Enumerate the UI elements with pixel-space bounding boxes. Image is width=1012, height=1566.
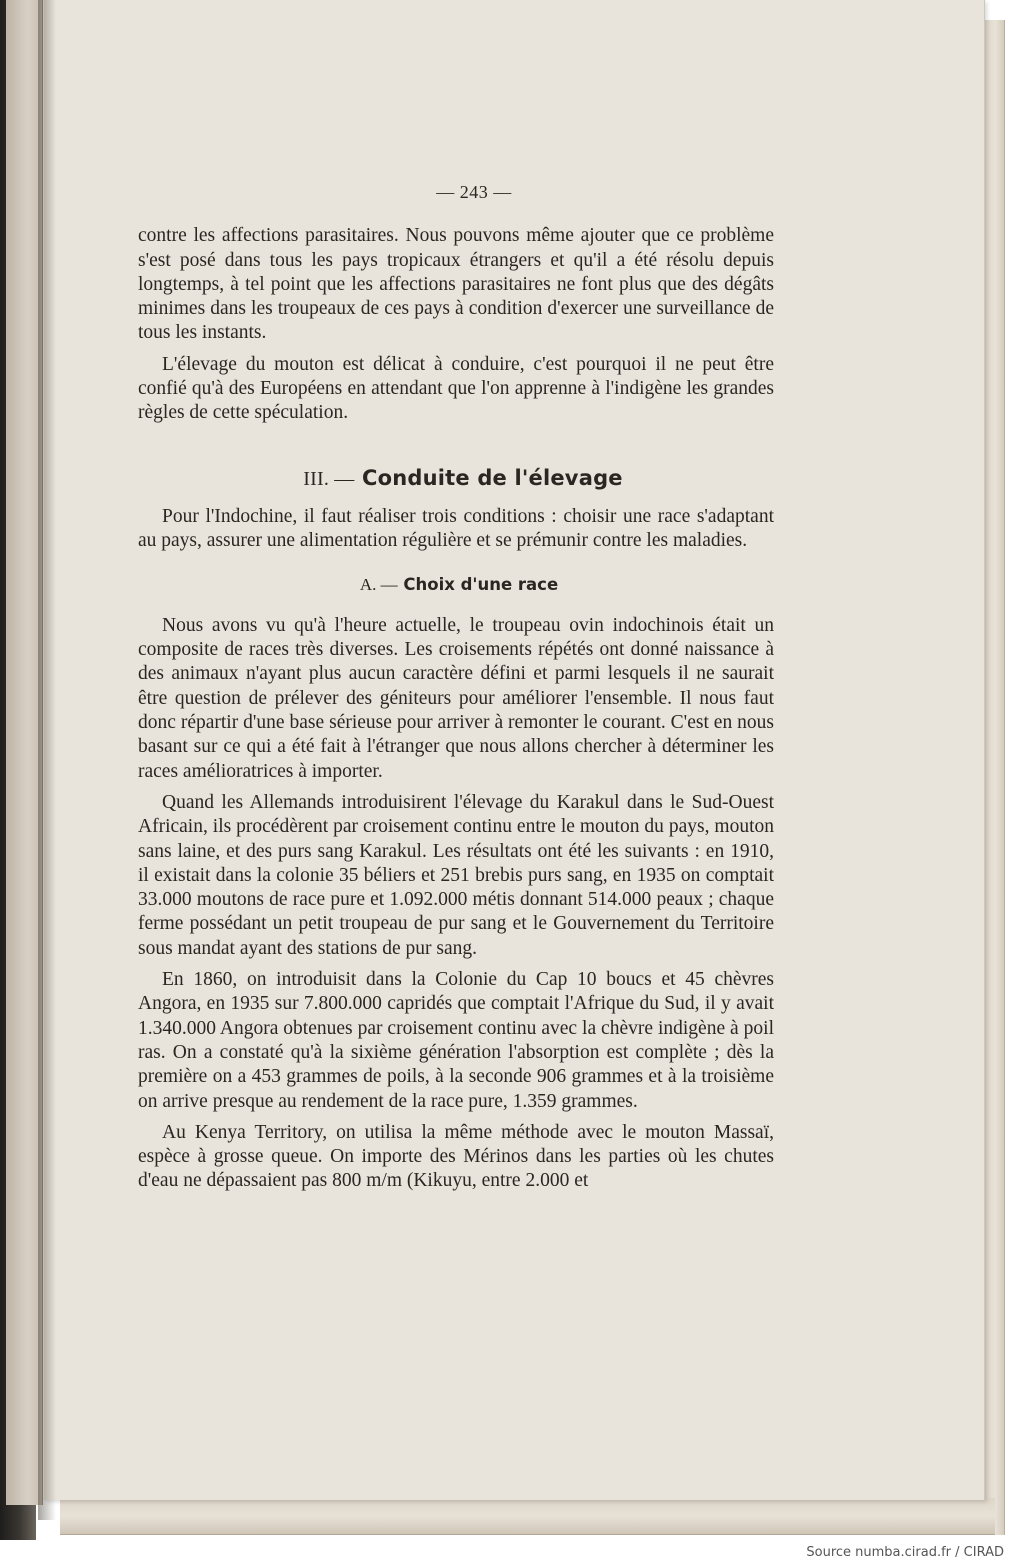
paragraph-karakul: Quand les Allemands introduisirent l'élevage du Karakul dans le Sud-Ouest Africain, ils procédèrent par croisement continu entre le mouton du pays, mouton sans laine, et des purs sang Karakul. Les résultats ont été les suivants : en 1910, il existait dans la colonie 35 béliers et 251 brebis purs sang, en 1935 on comptait 33.000 moutons de race pure et 1.092.000 métis donnant 514.000 peaux ; chaque ferme possédant un petit troupeau de pur sang et le Gouvernement du Territoire sous mandat ayant des stations de pur sang. — [138, 791, 774, 959]
source-credit: Source numba.cirad.fr / CIRAD — [806, 1545, 1004, 1560]
section-number: III. — — [303, 467, 355, 490]
paragraph-elevage: L'élevage du mouton est délicat à conduire, c'est pourquoi il ne peut être confié qu'à des Européens en attendant que l'on apprenne à l'indigène les grandes règles de cette spéculation. — [138, 353, 774, 424]
paragraph-kenya: Au Kenya Territory, on utilisa la même méthode avec le mouton Massaï, espèce à grosse queue. On importe des Mérinos dans les parties où les chutes d'eau ne dépassaient pas 800 m/m (Kikuyu, entre 2.000 et — [138, 1121, 774, 1192]
spine-shadow — [38, 0, 56, 1520]
paragraph-continuation: contre les affections parasitaires. Nous pouvons même ajouter que ce problème s'est posé dans tous les pays tropicaux étrangers et qu'il a été résolu depuis longtemps, à tel point que les affections parasitaires ne font plus que des dégâts minimes dans les troupeaux de ces pays à condition d'exercer une surveillance de tous les instants. — [138, 225, 774, 344]
subsection-number: A. — — [359, 574, 398, 594]
section-title: Conduite de l'élevage — [361, 465, 623, 490]
page-stack-edge-bottom — [60, 1498, 995, 1535]
section-intro: Pour l'Indochine, il faut réaliser trois conditions : choisir une race s'adaptant au pays, assurer une alimentation régulière et se prémunir contre les maladies. — [138, 505, 774, 552]
page-stack-edge-right — [982, 20, 1005, 1535]
page-text — [138, 180, 774, 1194]
subsection-title: Choix d'une race — [403, 574, 559, 594]
paragraph-composite: Nous avons vu qu'à l'heure actuelle, le troupeau ovin indochinois était un composite de races très diverses. Les croisements répétés ont donné naissance à des animaux n'ayant plus aucun caractère défini et parmi lesquels il ne saurait être question de prélever des géniteurs pour améliorer l'ensemble. Il nous faut donc répartir d'une base sérieuse pour arriver à remonter le courant. C'est en nous basant sur ce qui a été fait à l'étranger que nous allons chercher à déterminer les races amélioratrices à importer. — [138, 614, 774, 782]
paragraph-angora: En 1860, on introduisit dans la Colonie du Cap 10 boucs et 45 chèvres Angora, en 1935 sur 7.800.000 capridés que comptait l'Afrique du Sud, il y avait 1.340.000 Angora obtenues par croisement continu avec la chèvre indigène à poil ras. On a constaté qu'à la sixième génération l'absorption est complète ; dès la première on a 453 grammes de poils, à la seconde 906 grammes et à la troisième on arrive presque au rendement de la race pure, 1.359 grammes. — [138, 969, 774, 1112]
section-heading — [152, 466, 774, 491]
subsection-heading — [144, 573, 774, 597]
page-number: — 243 — — [436, 182, 512, 202]
